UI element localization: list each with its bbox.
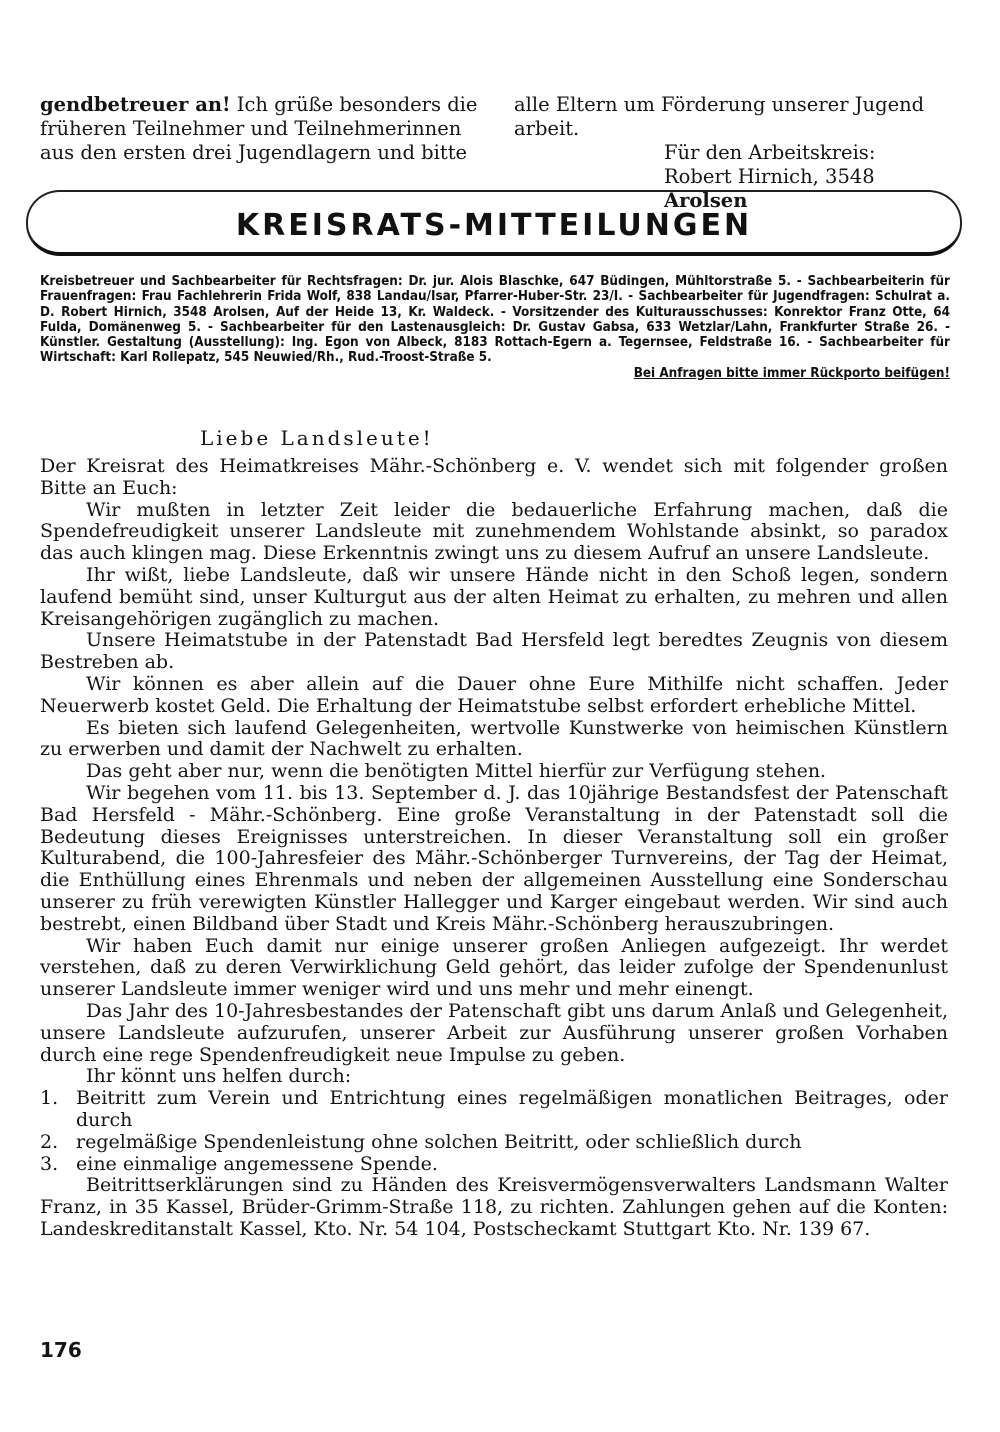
list-item: [40, 1154, 948, 1176]
paragraph: Wir mußten in letzter Zeit leider die bedauerliche Erfahrung machen, daß die Spendefreudigkeit unserer Landsleute mit zunehmendem Wohlstande absinkt, so paradox das auch klingen mag. Diese Erkenntnis zwingt uns zu diesem Aufruf an unsere Landsleute.: [40, 498, 948, 565]
paragraph: Das Jahr des 10-Jahresbestandes der Patenschaft gibt uns darum Anlaß und Gelegenheit, unsere Landsleute aufzurufen, unserer Arbeit zur Ausführung unserer großen Vorhaben durch eine rege Spendenfreudigkeit neue Impulse zu geben.: [40, 999, 948, 1066]
list-text: Beitritt zum Verein und Entrichtung eines regelmäßigen monatlichen Beitrages, oder durch: [76, 1087, 948, 1131]
signature-place: Arolsen: [664, 189, 748, 212]
paragraph: Wir haben Euch damit nur einige unserer großen Anliegen aufgezeigt. Ihr werdet verstehen, daß zu deren Verwirklichung Geld gehört, das leider zufolge der Spendenunlust unserer Landsleute immer weniger wird und uns mehr und mehr einengt.: [40, 934, 948, 1001]
top-left-column: [40, 93, 490, 165]
top-left-text: Ich grüße besonders die früheren Teilnehmer und Teilnehmerinnen aus den ersten drei Jugendlagern und bitte: [40, 93, 478, 164]
signature-line: Für den Arbeitskreis:: [664, 141, 876, 164]
paragraph: Das geht aber nur, wenn die benötigten Mittel hierfür zur Verfügung stehen.: [86, 760, 827, 783]
list-text: regelmäßige Spendenleistung ohne solchen Beitritt, oder schließlich durch: [76, 1130, 802, 1153]
list-item: [40, 1088, 948, 1132]
paragraph: Ihr könnt uns helfen durch:: [86, 1065, 352, 1088]
return-postage-note: Bei Anfragen bitte immer Rückporto beifügen!: [633, 365, 950, 381]
list-item: [40, 1132, 948, 1154]
top-left-bold-lead: gendbetreuer an!: [40, 93, 231, 116]
page-number: 176: [40, 1338, 82, 1362]
paragraph: Wir begehen vom 11. bis 13. September d. J. das 10jährige Bestandsfest der Patenschaft Bad Hersfeld - Mähr.-Schönberg. Eine große Veranstaltung in der Patenstadt soll die Bedeutung dieses Ereignisses unterstreichen. In dieser Veranstaltung soll ein großer Kulturabend, die 100-Jahresfeier des Mähr.-Schönberger Turnvereins, der Tag der Heimat, die Enthüllung eines Ehrenmals und neben der allgemeinen Ausstellung eine Sonderschau unserer zu früh verewigten Künstler Hallegger und Karger eingebaut werden. Wir sind auch bestrebt, einen Bildband über Stadt und Kreis Mähr.-Schönberg herauszubringen.: [40, 781, 948, 935]
greeting: Liebe Landsleute!: [200, 426, 434, 450]
paragraph: Wir können es aber allein auf die Dauer ohne Eure Mithilfe nicht schaffen. Jeder Neuerwerb kostet Geld. Die Erhaltung der Heimatstube selbst erfordert erhebliche Mittel.: [40, 672, 948, 717]
council-contacts-text: Kreisbetreuer und Sachbearbeiter für Rechtsfragen: Dr. jur. Alois Blaschke, 647 Büdingen, Mühltorstraße 5. - Sachbearbeiterin für Frauenfragen: Frau Fachlehrerin Frida Wolf, 838 Landau/Isar, Pfarrer-Huber-Str. 23/I. - Sachbearbeiter für Jugendfragen: Schulrat a. D. Robert Hirnich, 3548 Arolsen, Auf der Heide 13, Kr. Waldeck. - Vorsitzender des Kulturausschusses: Konrektor Franz Otte, 64 Fulda, Domänenweg 5. - Sachbearbeiter für den Lastenausgleich: Dr. Gustav Gabsa, 633 Wetzlar/Lahn, Frankfurter Straße 26. - Künstler. Gestaltung (Ausstellung): Ing. Egon von Albeck, 8183 Rottach-Egern a. Tegernsee, Feldstraße 16. - Sachbearbeiter für Wirtschaft: Karl Rollepatz, 545 Neuwied/Rh., Rud.-Troost-Straße 5.: [40, 274, 950, 366]
list-number: 2.: [40, 1130, 59, 1153]
help-options-list: [40, 1088, 948, 1175]
paragraph: Der Kreisrat des Heimatkreises Mähr.-Schönberg e. V. wendet sich mit folgender großen Bitte an Euch:: [40, 455, 948, 499]
top-right-text: alle Eltern um Förderung unserer Jugend arbeit.: [514, 93, 925, 140]
paragraph: Ihr wißt, liebe Landsleute, daß wir unsere Hände nicht in den Schoß legen, sondern laufend bemüht sind, unser Kulturgut aus der alten Heimat zu erhalten, zu mehren und allen Kreisangehörigen zugänglich zu machen.: [40, 563, 948, 630]
council-contacts: [40, 274, 950, 381]
closing-paragraph: Beitrittserklärungen sind zu Händen des Kreisvermögensverwalters Landsmann Walter Franz, in 35 Kassel, Brüder-Grimm-Straße 118, zu richten. Zahlungen gehen auf die Konten: Landeskreditanstalt Kassel, Kto. Nr. 54 104, Postscheckamt Stuttgart Kto. Nr. 139 67.: [40, 1174, 948, 1240]
paragraph: Es bieten sich laufend Gelegenheiten, wertvolle Kunstwerke von heimischen Künstlern zu erwerben und damit der Nachwelt zu erhalten.: [40, 716, 948, 761]
letter-body: [40, 456, 948, 1241]
section-banner: [26, 190, 962, 256]
list-number: 1.: [40, 1087, 59, 1110]
signature-name: Robert Hirnich, 3548: [664, 165, 875, 188]
list-number: 3.: [40, 1152, 59, 1175]
list-text: eine einmalige angemessene Spende.: [76, 1152, 438, 1175]
banner-title: KREISRATS-MITTEILUNGEN: [235, 208, 753, 243]
paragraph: Unsere Heimatstube in der Patenstadt Bad Hersfeld legt beredtes Zeugnis von diesem Bestreben ab.: [40, 629, 948, 674]
